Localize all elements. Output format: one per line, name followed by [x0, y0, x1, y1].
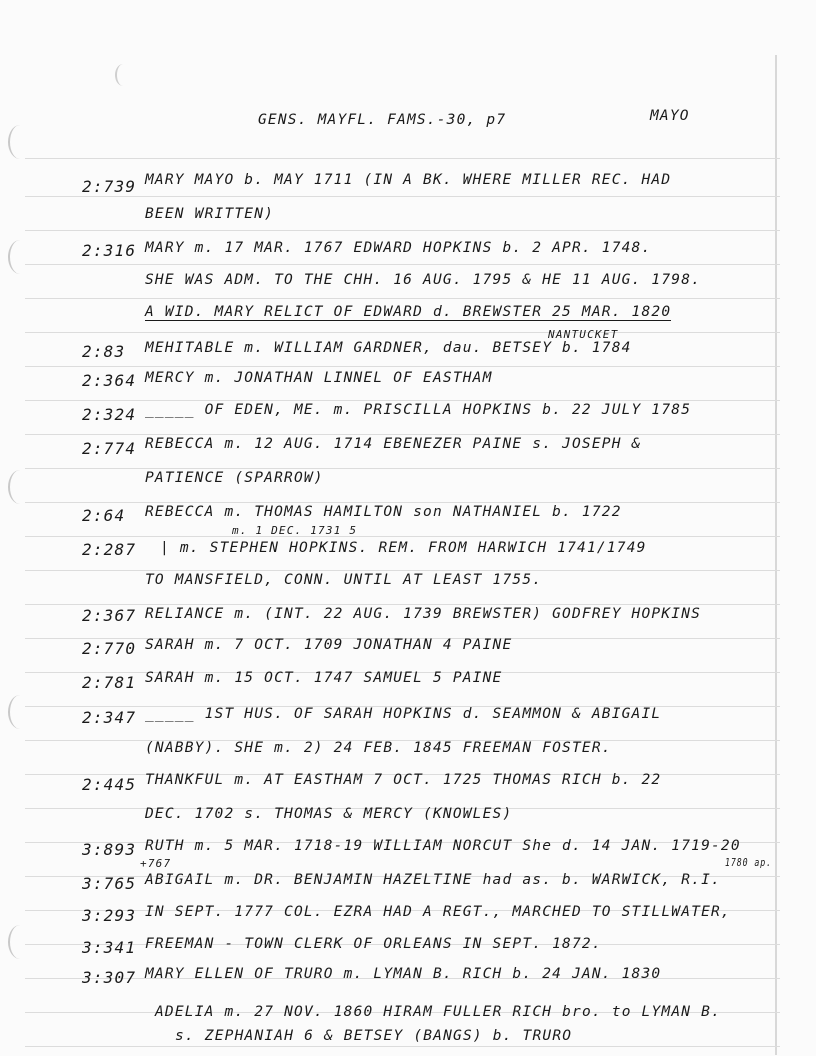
entry-ref: 2:770	[82, 639, 137, 658]
entry-line: BEEN WRITTEN)	[145, 206, 275, 222]
entry-line: MERCY m. JONATHAN LINNEL OF EASTHAM	[145, 370, 493, 386]
ruled-line	[25, 196, 780, 197]
ruled-line	[25, 502, 780, 503]
ruled-line	[25, 366, 780, 367]
ruled-line	[25, 604, 780, 605]
entry-line: SARAH m. 15 OCT. 1747 SAMUEL 5 PAINE	[145, 670, 503, 686]
interlinear-note: m. 1 DEC. 1731 5	[232, 524, 358, 537]
entry-line: THANKFUL m. AT EASTHAM 7 OCT. 1725 THOMAS RICH b. 22	[145, 772, 662, 788]
entry-line: (NABBY). SHE m. 2) 24 FEB. 1845 FREEMAN FOSTER.	[145, 740, 612, 756]
entry-line: DEC. 1702 s. THOMAS & MERCY (KNOWLES)	[145, 806, 513, 822]
page-title: GENS. MAYFL. FAMS.-30, p7	[258, 112, 507, 128]
binder-hole	[8, 240, 32, 274]
surname-heading: MAYO	[650, 108, 690, 124]
ruled-line	[25, 570, 780, 571]
entry-ref: 2:445	[82, 775, 137, 794]
entry-ref: 2:739	[82, 177, 137, 196]
entry-ref: 2:367	[82, 606, 137, 625]
entry-ref: 3:341	[82, 938, 137, 957]
entry-ref: 2:64	[82, 506, 126, 525]
entry-ref: 2:347	[82, 708, 137, 727]
entry-ref: 3:765	[82, 874, 137, 893]
ruled-line	[25, 434, 780, 435]
entry-line: ABIGAIL m. DR. BENJAMIN HAZELTINE had as. b. WARWICK, R.I.	[145, 872, 721, 888]
ruled-line	[25, 1046, 780, 1047]
binder-hole	[8, 925, 32, 959]
entry-line: TO MANSFIELD, CONN. UNTIL AT LEAST 1755.	[145, 572, 543, 588]
entry-line: PATIENCE (SPARROW)	[145, 470, 324, 486]
entry-ref: 2:316	[82, 241, 137, 260]
entry-line: IN SEPT. 1777 COL. EZRA HAD A REGT., MARCHED TO STILLWATER,	[145, 904, 731, 920]
entry-line: MARY m. 17 MAR. 1767 EDWARD HOPKINS b. 2 APR. 1748.	[145, 240, 652, 256]
interlinear-note: NANTUCKET	[548, 328, 619, 341]
entry-line: MEHITABLE m. WILLIAM GARDNER, dau. BETSEY b. 1784	[145, 340, 632, 356]
entry-line: MARY MAYO b. MAY 1711 (IN A BK. WHERE MILLER REC. HAD	[145, 172, 672, 188]
entry-line: REBECCA m. 12 AUG. 1714 EBENEZER PAINE s. JOSEPH &	[145, 436, 642, 452]
page-right-border	[775, 55, 777, 1055]
entry-line: SHE WAS ADM. TO THE CHH. 16 AUG. 1795 & HE 11 AUG. 1798.	[145, 272, 702, 288]
binder-hole	[8, 125, 32, 159]
entry-ref: 2:781	[82, 673, 137, 692]
ruled-line	[25, 468, 780, 469]
margin-mark	[115, 64, 131, 86]
entry-ref: 3:307	[82, 968, 137, 987]
entry-ref: 2:83	[82, 342, 126, 361]
entry-line: RUTH m. 5 MAR. 1718-19 WILLIAM NORCUT She d. 14 JAN. 1719-20	[145, 838, 741, 854]
entry-line: A WID. MARY RELICT OF EDWARD d. BREWSTER 25 MAR. 1820	[145, 304, 672, 320]
entry-line: RELIANCE m. (INT. 22 AUG. 1739 BREWSTER) GODFREY HOPKINS	[145, 606, 702, 622]
interlinear-note: +767	[140, 857, 172, 870]
entry-line: REBECCA m. THOMAS HAMILTON son NATHANIEL b. 1722	[145, 504, 622, 520]
ruled-line	[25, 298, 780, 299]
entry-line: _____ OF EDEN, ME. m. PRISCILLA HOPKINS b. 22 JULY 1785	[145, 402, 692, 418]
entry-ref: 3:293	[82, 906, 137, 925]
entry-ref: 2:364	[82, 371, 137, 390]
ruled-line	[25, 158, 780, 159]
entry-line: s. ZEPHANIAH 6 & BETSEY (BANGS) b. TRURO	[175, 1028, 573, 1044]
entry-ref: 2:774	[82, 439, 137, 458]
ruled-line	[25, 230, 780, 231]
ruled-line	[25, 264, 780, 265]
ruled-line	[25, 400, 780, 401]
ruled-line	[25, 332, 780, 333]
entry-line: SARAH m. 7 OCT. 1709 JONATHAN 4 PAINE	[145, 637, 513, 653]
entry-line: _____ 1ST HUS. OF SARAH HOPKINS d. SEAMMON & ABIGAIL	[145, 706, 662, 722]
entry-line: ADELIA m. 27 NOV. 1860 HIRAM FULLER RICH bro. to LYMAN B.	[155, 1004, 721, 1020]
entry-ref: 2:324	[82, 405, 137, 424]
entry-line: MARY ELLEN OF TRURO m. LYMAN B. RICH b. 24 JAN. 1830	[145, 966, 662, 982]
binder-hole	[8, 470, 32, 504]
ruled-line	[25, 536, 780, 537]
entry-line: | m. STEPHEN HOPKINS. REM. FROM HARWICH 1741/1749	[160, 540, 647, 556]
entry-line: FREEMAN - TOWN CLERK OF ORLEANS IN SEPT. 1872.	[145, 936, 602, 952]
binder-hole	[8, 695, 32, 729]
interlinear-note: 1780 ap.	[725, 856, 773, 869]
entry-ref: 3:893	[82, 840, 137, 859]
entry-ref: 2:287	[82, 540, 137, 559]
